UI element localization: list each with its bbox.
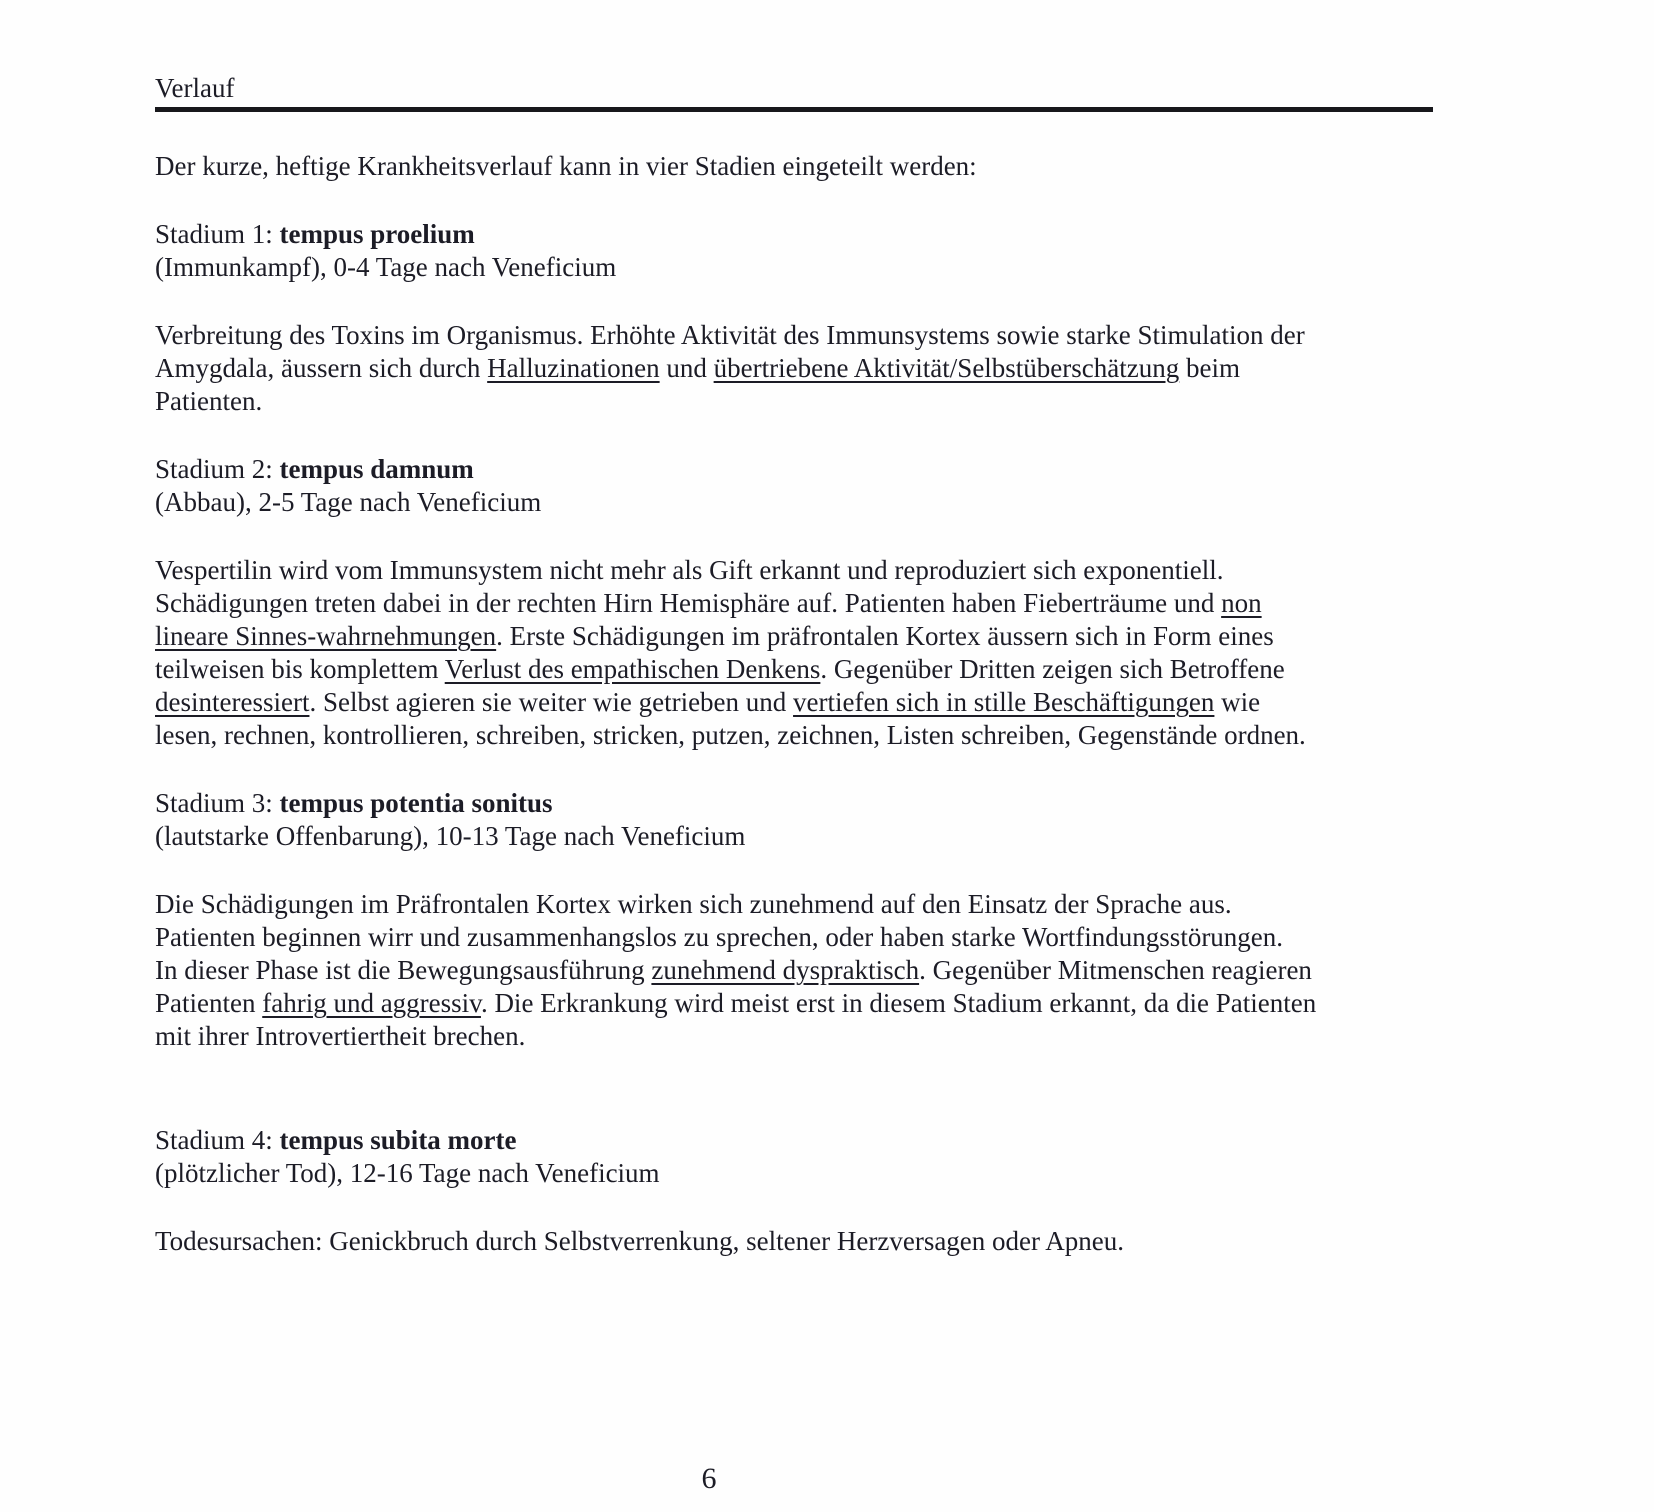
text-run: (lautstarke Offenbarung), 10-13 Tage nach Veneficium (155, 821, 746, 851)
text-run: beim (1179, 353, 1240, 383)
underlined-text: vertiefen sich in stille Beschäftigungen (793, 687, 1215, 717)
text-run: Verbreitung des Toxins im Organismus. Erhöhte Aktivität des Immunsystems sowie starke Stimulation der (155, 320, 1305, 350)
text-run: Schädigungen treten dabei in der rechten Hirn Hemisphäre auf. Patienten haben Fieberträume und (155, 588, 1222, 618)
paragraph (155, 888, 1433, 1053)
text-line (155, 554, 1433, 587)
stage-name: tempus damnum (279, 454, 474, 484)
text-run: Patienten. (155, 386, 263, 416)
underlined-text: fahrig und aggressiv (262, 988, 481, 1018)
text-run: und (659, 353, 714, 383)
underlined-text: Verlust des empathischen Denkens (444, 654, 821, 684)
text-run: Todesursachen: Genickbruch durch Selbstverrenkung, seltener Herzversagen oder Apneu. (155, 1226, 1125, 1256)
text-line (155, 888, 1433, 921)
paragraph (155, 1225, 1433, 1258)
text-line (155, 686, 1433, 719)
text-run: Stadium 3: (155, 788, 280, 818)
stage-heading (155, 1124, 1433, 1190)
text-line (155, 352, 1433, 385)
text-line (155, 987, 1433, 1020)
text-run: lesen, rechnen, kontrollieren, schreiben, stricken, putzen, zeichnen, Listen schreiben, Gegenstände ordnen. (155, 720, 1306, 750)
text-line (155, 620, 1433, 653)
text-line (155, 921, 1433, 954)
text-run: . Selbst agieren sie weiter wie getrieben und (309, 687, 794, 717)
underlined-text: Halluzinationen (487, 353, 660, 383)
text-run: mit ihrer Introvertiertheit brechen. (155, 1021, 526, 1051)
text-run: (plötzlicher Tod), 12-16 Tage nach Veneficium (155, 1158, 660, 1188)
underlined-text: non (1221, 588, 1262, 618)
header-rule (155, 107, 1433, 112)
text-line (155, 587, 1433, 620)
document-content (155, 72, 1433, 1258)
text-line (155, 1225, 1433, 1258)
paragraph (155, 319, 1433, 418)
text-line (155, 954, 1433, 987)
stage-name: tempus potentia sonitus (279, 788, 553, 818)
text-run: Stadium 4: (155, 1125, 280, 1155)
text-line (155, 218, 1433, 251)
stage-name: tempus subita morte (279, 1125, 517, 1155)
stage-heading (155, 218, 1433, 284)
text-line (155, 150, 1433, 183)
text-run: . Die Erkrankung wird meist erst in diesem Stadium erkannt, da die Patienten (480, 988, 1317, 1018)
text-line (155, 787, 1433, 820)
text-line (155, 385, 1433, 418)
text-run: . Gegenüber Dritten zeigen sich Betroffene (820, 654, 1285, 684)
stage-name: tempus proelium (279, 219, 475, 249)
text-run: Stadium 1: (155, 219, 280, 249)
text-line (155, 1124, 1433, 1157)
underlined-text: desinteressiert (155, 687, 310, 717)
section-header (155, 72, 1433, 112)
underlined-text: übertriebene Aktivität/Selbstüberschätzung (713, 353, 1180, 383)
text-run: (Abbau), 2-5 Tage nach Veneficium (155, 487, 542, 517)
text-line (155, 820, 1433, 853)
text-line (155, 251, 1433, 284)
stage-heading (155, 453, 1433, 519)
text-line (155, 1020, 1433, 1053)
page-header-title: Verlauf (155, 73, 235, 103)
paragraph (155, 554, 1433, 752)
underlined-text: zunehmend dyspraktisch (651, 955, 920, 985)
text-line (155, 486, 1433, 519)
text-run: Die Schädigungen im Präfrontalen Kortex wirken sich zunehmend auf den Einsatz der Sprache aus. (155, 889, 1232, 919)
text-run: . Gegenüber Mitmenschen reagieren (919, 955, 1312, 985)
text-run: Der kurze, heftige Krankheitsverlauf kann in vier Stadien eingeteilt werden: (155, 151, 977, 181)
text-run: . Erste Schädigungen im präfrontalen Kortex äussern sich in Form eines (496, 621, 1274, 651)
text-line (155, 453, 1433, 486)
text-run: Amygdala, äussern sich durch (155, 353, 488, 383)
text-run: teilweisen bis komplettem (155, 654, 445, 684)
text-run: Patienten beginnen wirr und zusammenhangslos zu sprechen, oder haben starke Wortfindungsstörungen. (155, 922, 1284, 952)
text-run: In dieser Phase ist die Bewegungsausführung (155, 955, 652, 985)
text-line (155, 1157, 1433, 1190)
text-run: Stadium 2: (155, 454, 280, 484)
text-run: Vespertilin wird vom Immunsystem nicht mehr als Gift erkannt und reproduziert sich exponentiell. (155, 555, 1224, 585)
text-run: Patienten (155, 988, 263, 1018)
underlined-text: lineare Sinnes-wahrnehmungen (155, 621, 497, 651)
stage-heading (155, 787, 1433, 853)
text-run: wie (1214, 687, 1261, 717)
paragraph (155, 150, 1433, 183)
text-line (155, 319, 1433, 352)
page-number: 6 (701, 1462, 717, 1495)
document-body (155, 150, 1433, 1258)
text-run: (Immunkampf), 0-4 Tage nach Veneficium (155, 252, 617, 282)
text-line (155, 719, 1433, 752)
text-line (155, 653, 1433, 686)
